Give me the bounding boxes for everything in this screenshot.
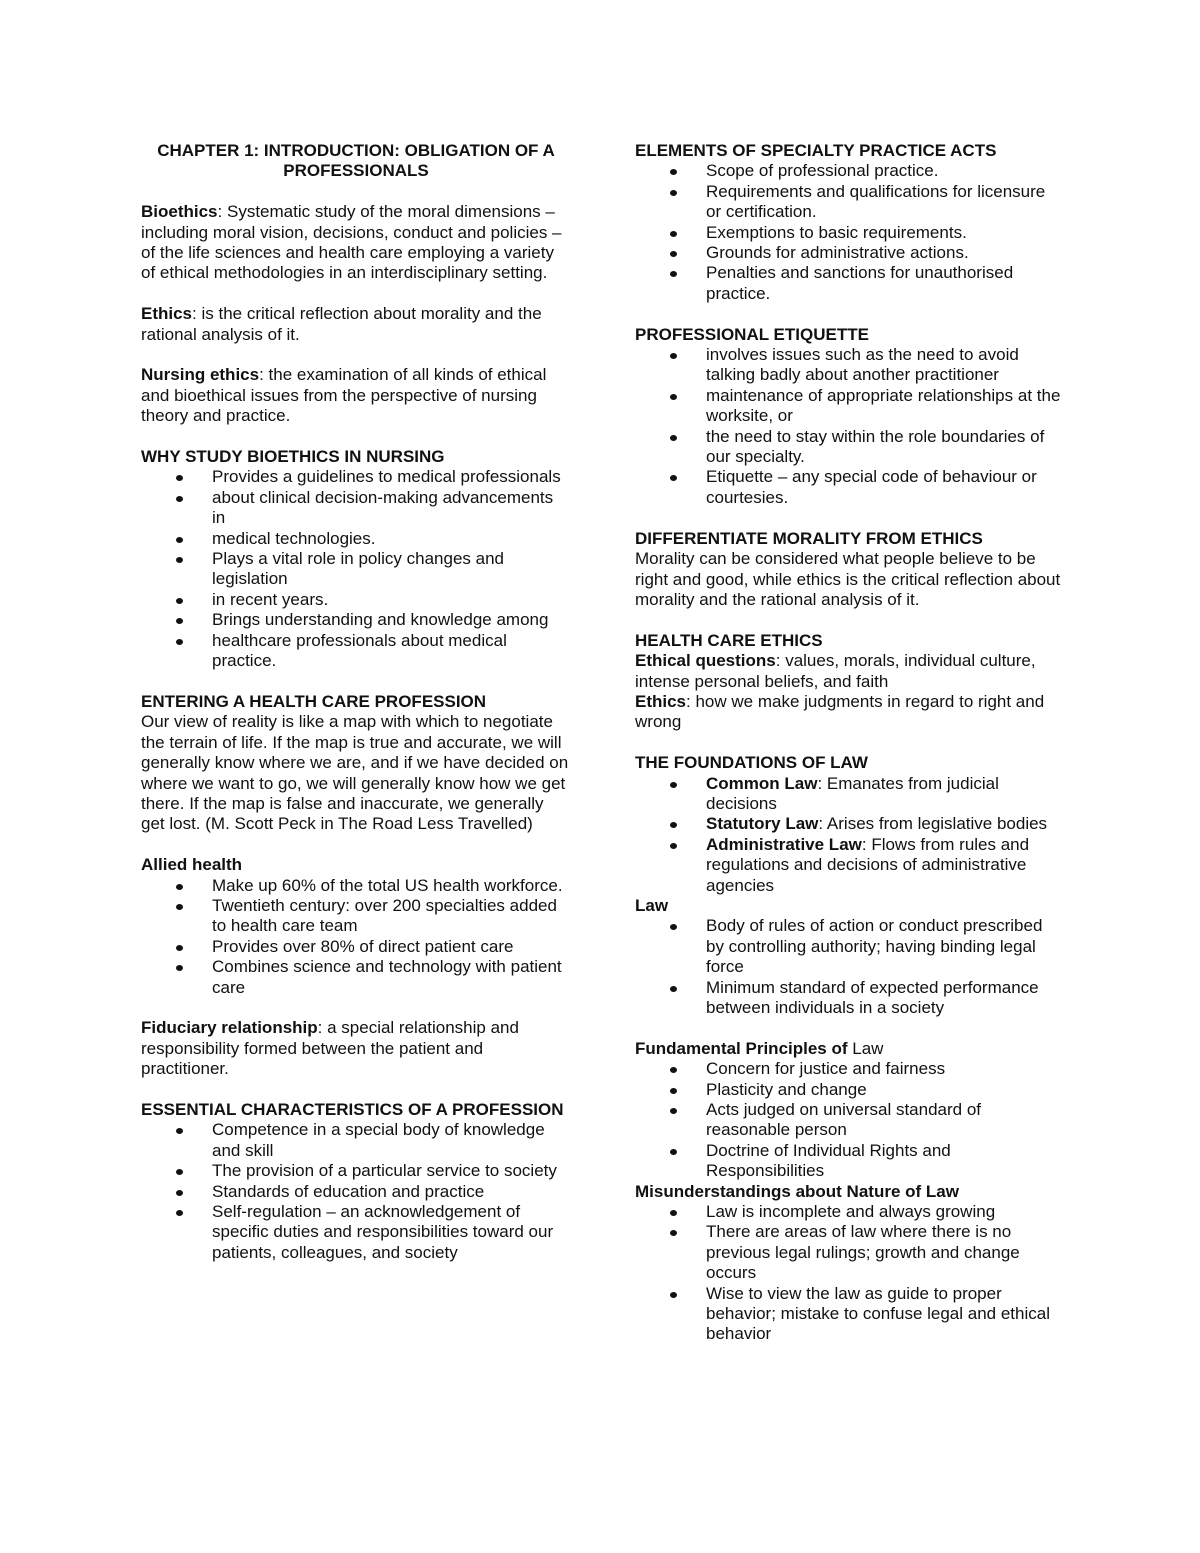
spacer bbox=[635, 610, 1065, 630]
list-item: There are areas of law where there is no previous legal rulings; growth and change occurs bbox=[635, 1222, 1065, 1283]
list-item: Grounds for administrative actions. bbox=[635, 243, 1065, 263]
definition-fiduciary-relationship bbox=[141, 1018, 571, 1079]
list-item-term: Common Law bbox=[706, 773, 818, 793]
definition-ethics bbox=[635, 692, 1065, 733]
spacer bbox=[635, 733, 1065, 753]
list-item-text: : Arises from legislative bodies bbox=[818, 814, 1048, 834]
bullet-list bbox=[635, 161, 1065, 304]
bullet-list bbox=[141, 1120, 571, 1263]
list-item: Penalties and sanctions for unauthorised practice. bbox=[635, 263, 1065, 304]
list-item: Plasticity and change bbox=[635, 1080, 1065, 1100]
definition-nursing-ethics bbox=[141, 365, 571, 426]
bullet-list bbox=[141, 876, 571, 998]
list-item: Exemptions to basic requirements. bbox=[635, 223, 1065, 243]
list-item-term: Administrative Law bbox=[706, 834, 862, 854]
list-item-statutory-law bbox=[635, 814, 1065, 834]
section-heading-professional-etiquette: PROFESSIONAL ETIQUETTE bbox=[635, 324, 869, 344]
definition-term: Bioethics bbox=[141, 202, 218, 222]
list-item: Combines science and technology with patient care bbox=[141, 957, 571, 998]
spacer bbox=[141, 998, 571, 1018]
definition-term: Ethics bbox=[635, 691, 687, 711]
list-item: healthcare professionals about medical practice. bbox=[141, 631, 571, 672]
list-item: Make up 60% of the total US health workforce. bbox=[141, 876, 571, 896]
section-heading-the-foundations-of-law: THE FOUNDATIONS OF LAW bbox=[635, 753, 868, 773]
bullet-list bbox=[635, 345, 1065, 508]
list-item-text: : Flows from rules and regulations and decisions of administrative agencies bbox=[706, 834, 1030, 895]
heading-tail: Law bbox=[847, 1038, 884, 1058]
list-item: about clinical decision-making advancements in bbox=[141, 488, 571, 529]
list-item: Plays a vital role in policy changes and legislation bbox=[141, 549, 571, 590]
paragraph: Morality can be considered what people believe to be right and good, while ethics is the critical reflection about morality and the rational analysis of it. bbox=[635, 549, 1061, 609]
section-heading-allied-health: Allied health bbox=[141, 855, 243, 875]
paragraph: Our view of reality is like a map with which to negotiate the terrain of life. If the map is true and accurate, we will generally know where we are, and if we have decided on where we want to go, we will generally know how we get there. If the map is false and inaccurate, we generally get lost. (M. Scott Peck in The Road Less Travelled) bbox=[141, 712, 569, 834]
list-item: Self-regulation – an acknowledgement of specific duties and responsibilities toward our patients, colleagues, and society bbox=[141, 1202, 571, 1263]
list-item: Provides a guidelines to medical professionals bbox=[141, 467, 571, 487]
spacer bbox=[141, 284, 571, 304]
list-item: Scope of professional practice. bbox=[635, 161, 1065, 181]
list-item: Law is incomplete and always growing bbox=[635, 1202, 1065, 1222]
definition-bioethics bbox=[141, 202, 571, 284]
spacer bbox=[141, 835, 571, 855]
definition-term: Ethical questions bbox=[635, 651, 776, 671]
definition-ethical-questions bbox=[635, 651, 1065, 692]
definition-text: : how we make judgments in regard to right and wrong bbox=[635, 691, 1045, 732]
list-item: Doctrine of Individual Rights and Responsibilities bbox=[635, 1141, 1065, 1182]
bullet-list bbox=[635, 1059, 1065, 1181]
list-item: Twentieth century: over 200 specialties added to health care team bbox=[141, 896, 571, 937]
section-heading-entering-a-health-care-profession: ENTERING A HEALTH CARE PROFESSION bbox=[141, 691, 487, 711]
section-heading-differentiate-morality-from-ethics: DIFFERENTIATE MORALITY FROM ETHICS bbox=[635, 528, 983, 548]
list-item-term: Statutory Law bbox=[706, 814, 819, 834]
bullet-list bbox=[141, 467, 571, 671]
section-heading-fundamental-principles-of-law bbox=[635, 1039, 1065, 1059]
list-item: Standards of education and practice bbox=[141, 1182, 571, 1202]
bullet-list bbox=[635, 1202, 1065, 1345]
list-item: maintenance of appropriate relationships at the worksite, or bbox=[635, 386, 1065, 427]
right-column bbox=[635, 141, 1065, 1345]
spacer bbox=[635, 304, 1065, 324]
bullet-list bbox=[635, 774, 1065, 896]
definition-ethics bbox=[141, 304, 571, 345]
definition-term: Fiduciary relationship bbox=[141, 1018, 318, 1038]
definition-term: Ethics bbox=[141, 304, 193, 324]
list-item: involves issues such as the need to avoid talking badly about another practitioner bbox=[635, 345, 1065, 386]
section-heading-elements-of-specialty-practice-acts: ELEMENTS OF SPECIALTY PRACTICE ACTS bbox=[635, 141, 997, 160]
section-heading-law: Law bbox=[635, 895, 669, 915]
spacer bbox=[141, 1080, 571, 1100]
list-item: Brings understanding and knowledge among bbox=[141, 610, 571, 630]
heading-term: Fundamental Principles of bbox=[635, 1038, 848, 1058]
list-item: Wise to view the law as guide to proper behavior; mistake to confuse legal and ethical behavior bbox=[635, 1284, 1065, 1345]
list-item: Concern for justice and fairness bbox=[635, 1059, 1065, 1079]
chapter-title: CHAPTER 1: INTRODUCTION: OBLIGATION OF A PROFESSIONALS bbox=[157, 141, 555, 181]
spacer bbox=[141, 672, 571, 692]
list-item: Minimum standard of expected performance between individuals in a society bbox=[635, 978, 1065, 1019]
list-item-administrative-law bbox=[635, 835, 1065, 896]
list-item: Requirements and qualifications for licensure or certification. bbox=[635, 182, 1065, 223]
definition-text: : Systematic study of the moral dimensions – including moral vision, decisions, conduct and policies – of the life sciences and health care employing a variety of ethical methodologies in an interdisciplinary setting. bbox=[141, 202, 562, 283]
list-item: in recent years. bbox=[141, 590, 571, 610]
spacer bbox=[635, 1018, 1065, 1038]
bullet-list bbox=[635, 916, 1065, 1018]
list-item: Competence in a special body of knowledge and skill bbox=[141, 1120, 571, 1161]
section-heading-essential-characteristics-of-a-professio: ESSENTIAL CHARACTERISTICS OF A PROFESSION bbox=[141, 1099, 564, 1119]
definition-term: Nursing ethics bbox=[141, 365, 260, 385]
list-item-common-law bbox=[635, 774, 1065, 815]
definition-text: : a special relationship and responsibility formed between the patient and practitioner. bbox=[141, 1018, 519, 1079]
list-item: Acts judged on universal standard of reasonable person bbox=[635, 1100, 1065, 1141]
definition-text: : the examination of all kinds of ethical and bioethical issues from the perspective of nursing theory and practice. bbox=[141, 365, 547, 426]
spacer bbox=[141, 345, 571, 365]
spacer bbox=[635, 508, 1065, 528]
section-heading-health-care-ethics: HEALTH CARE ETHICS bbox=[635, 630, 823, 650]
list-item: Etiquette – any special code of behaviour or courtesies. bbox=[635, 467, 1065, 508]
list-item: the need to stay within the role boundaries of our specialty. bbox=[635, 427, 1065, 468]
left-column bbox=[141, 141, 571, 1263]
section-heading-misunderstandings-about-nature-of-law: Misunderstandings about Nature of Law bbox=[635, 1181, 959, 1201]
list-item: Body of rules of action or conduct prescribed by controlling authority; having binding legal force bbox=[635, 916, 1065, 977]
list-item-text: : Emanates from judicial decisions bbox=[706, 773, 999, 813]
spacer bbox=[141, 427, 571, 447]
definition-text: : is the critical reflection about morality and the rational analysis of it. bbox=[141, 304, 542, 344]
definition-text: : values, morals, individual culture, intense personal beliefs, and faith bbox=[635, 651, 1036, 691]
list-item: The provision of a particular service to society bbox=[141, 1161, 571, 1181]
list-item: Provides over 80% of direct patient care bbox=[141, 937, 571, 957]
list-item: medical technologies. bbox=[141, 529, 571, 549]
section-heading-why-study-bioethics-in-nursing: WHY STUDY BIOETHICS IN NURSING bbox=[141, 447, 445, 467]
